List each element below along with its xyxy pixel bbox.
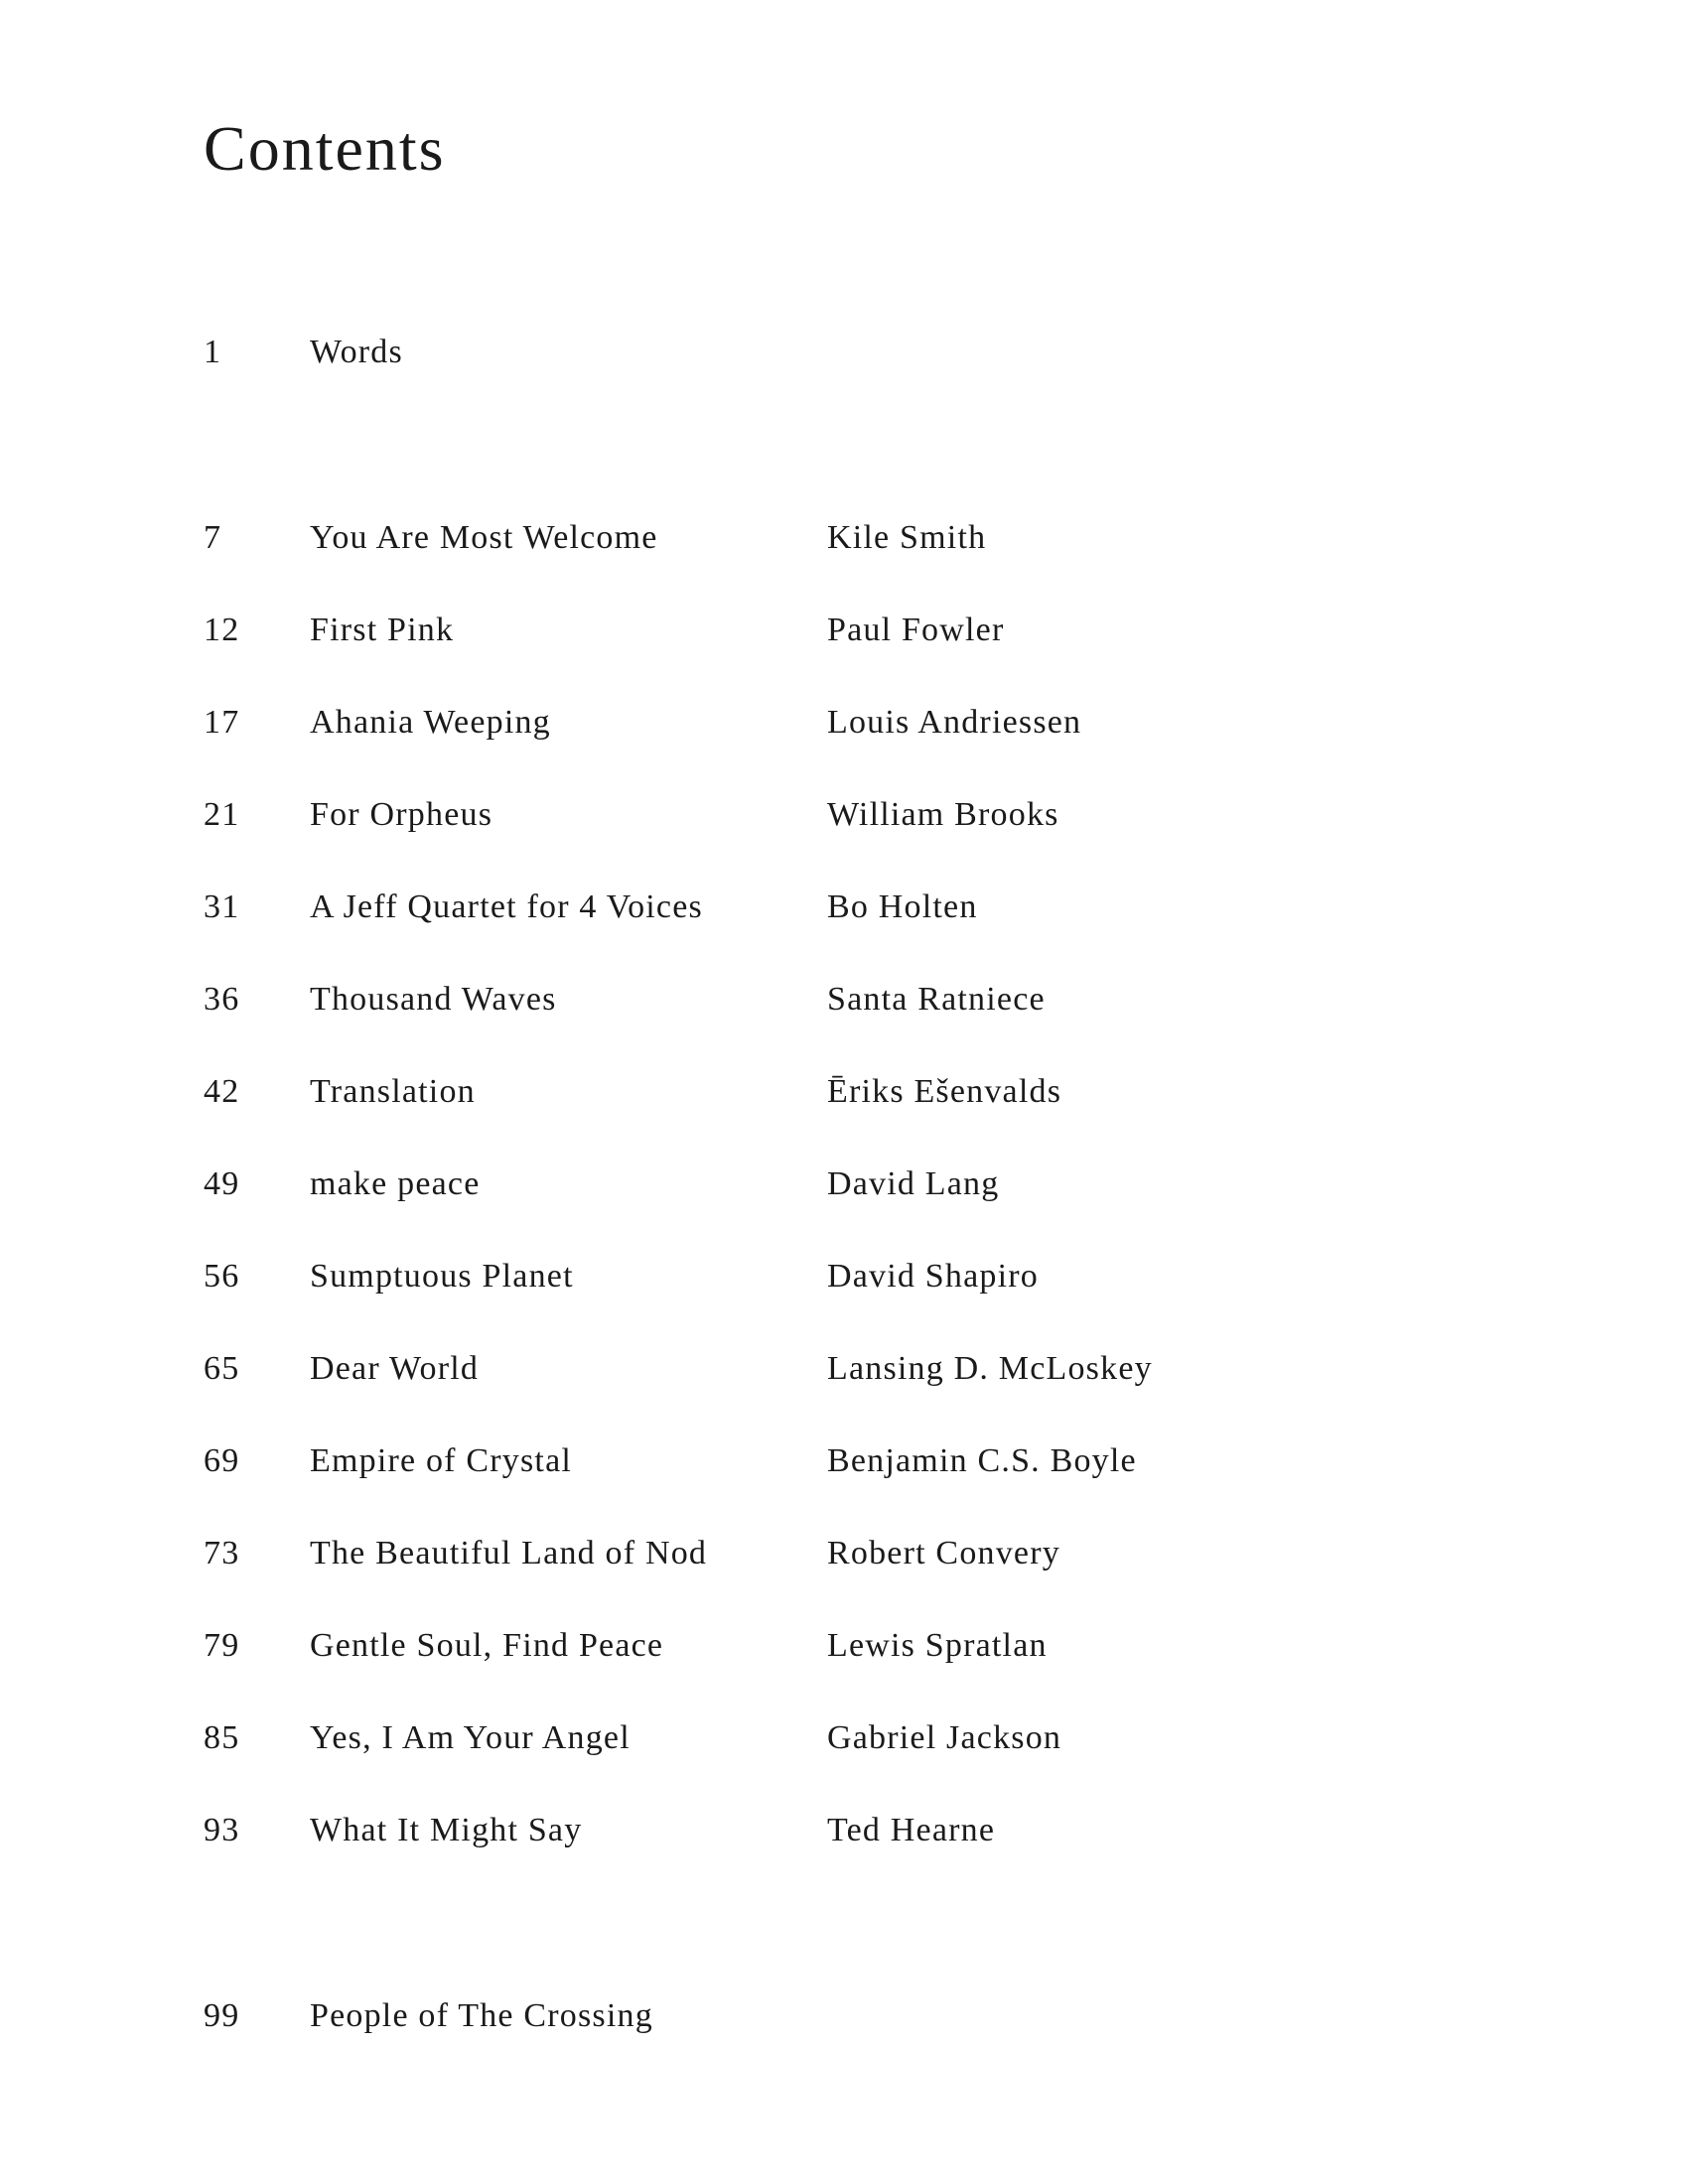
toc-entry[interactable] bbox=[0, 1072, 1688, 1112]
toc-page-number: 49 bbox=[204, 1165, 240, 1202]
toc-entry-composer: William Brooks bbox=[827, 796, 1059, 833]
toc-entry-title: A Jeff Quartet for 4 Voices bbox=[310, 888, 703, 925]
toc-entry[interactable] bbox=[0, 980, 1688, 1020]
toc-page-number: 99 bbox=[204, 1997, 240, 2034]
toc-entry-title: Sumptuous Planet bbox=[310, 1258, 574, 1295]
toc-page-number: 79 bbox=[204, 1627, 240, 1664]
toc-entry-title: Ahania Weeping bbox=[310, 704, 551, 741]
page-title: Contents bbox=[204, 113, 446, 184]
toc-entry[interactable] bbox=[0, 611, 1688, 650]
toc-entry-composer: Lansing D. McLoskey bbox=[827, 1350, 1153, 1387]
toc-entry-title: Dear World bbox=[310, 1350, 480, 1387]
toc-page-number: 12 bbox=[204, 612, 240, 648]
toc-page-number: 36 bbox=[204, 981, 240, 1018]
toc-entry-title: What It Might Say bbox=[310, 1812, 583, 1848]
toc-entry-composer: Bo Holten bbox=[827, 888, 978, 925]
toc-entry-composer: Ted Hearne bbox=[827, 1812, 996, 1848]
toc-entry[interactable] bbox=[0, 518, 1688, 558]
toc-page-number: 69 bbox=[204, 1442, 240, 1479]
toc-page-number: 65 bbox=[204, 1350, 240, 1387]
toc-entry-title: Yes, I Am Your Angel bbox=[310, 1719, 631, 1756]
toc-entry[interactable] bbox=[0, 1811, 1688, 1850]
toc-entry-title: Gentle Soul, Find Peace bbox=[310, 1627, 664, 1664]
toc-page-number: 21 bbox=[204, 796, 240, 833]
toc-entry[interactable] bbox=[0, 1626, 1688, 1666]
toc-entry[interactable] bbox=[0, 1534, 1688, 1573]
toc-entry[interactable] bbox=[0, 795, 1688, 835]
toc-entry[interactable] bbox=[0, 703, 1688, 743]
toc-entry-composer: Santa Ratniece bbox=[827, 981, 1046, 1018]
toc-page-number: 93 bbox=[204, 1812, 240, 1848]
toc-entry-composer: Louis Andriessen bbox=[827, 704, 1082, 741]
toc-page-number: 42 bbox=[204, 1073, 240, 1110]
toc-entry[interactable] bbox=[0, 887, 1688, 927]
toc-page-number: 1 bbox=[204, 334, 222, 370]
toc-entry[interactable] bbox=[0, 1441, 1688, 1481]
toc-entry-composer: Kile Smith bbox=[827, 519, 987, 556]
toc-entry-composer: Robert Convery bbox=[827, 1535, 1060, 1571]
toc-page-number: 31 bbox=[204, 888, 240, 925]
toc-entry-title: Translation bbox=[310, 1073, 476, 1110]
toc-entry-title: You Are Most Welcome bbox=[310, 519, 658, 556]
toc-page-number: 85 bbox=[204, 1719, 240, 1756]
toc-entry-title: make peace bbox=[310, 1165, 481, 1202]
toc-entry-title: Words bbox=[310, 334, 403, 370]
toc-entry-composer: David Lang bbox=[827, 1165, 1000, 1202]
toc-entry[interactable] bbox=[0, 1349, 1688, 1389]
toc-entry-composer: Benjamin C.S. Boyle bbox=[827, 1442, 1137, 1479]
toc-entry-title: For Orpheus bbox=[310, 796, 493, 833]
toc-page-number: 73 bbox=[204, 1535, 240, 1571]
toc-entry-composer: Paul Fowler bbox=[827, 612, 1005, 648]
toc-entry-title: The Beautiful Land of Nod bbox=[310, 1535, 708, 1571]
toc-entry[interactable] bbox=[0, 1164, 1688, 1204]
toc-entry[interactable] bbox=[0, 333, 1688, 372]
toc-entry-title: Empire of Crystal bbox=[310, 1442, 573, 1479]
toc-entry-composer: Ēriks Ešenvalds bbox=[827, 1073, 1062, 1110]
toc-page-number: 17 bbox=[204, 704, 240, 741]
toc-entry-composer: Lewis Spratlan bbox=[827, 1627, 1048, 1664]
toc-page-number: 56 bbox=[204, 1258, 240, 1295]
toc-entry[interactable] bbox=[0, 1996, 1688, 2036]
toc-entry[interactable] bbox=[0, 1718, 1688, 1758]
toc-page-number: 7 bbox=[204, 519, 222, 556]
toc-entry-composer: David Shapiro bbox=[827, 1258, 1039, 1295]
toc-entry-title: People of The Crossing bbox=[310, 1997, 653, 2034]
toc-entry-title: Thousand Waves bbox=[310, 981, 557, 1018]
toc-entry[interactable] bbox=[0, 1257, 1688, 1297]
toc-entry-title: First Pink bbox=[310, 612, 455, 648]
toc-entry-composer: Gabriel Jackson bbox=[827, 1719, 1062, 1756]
